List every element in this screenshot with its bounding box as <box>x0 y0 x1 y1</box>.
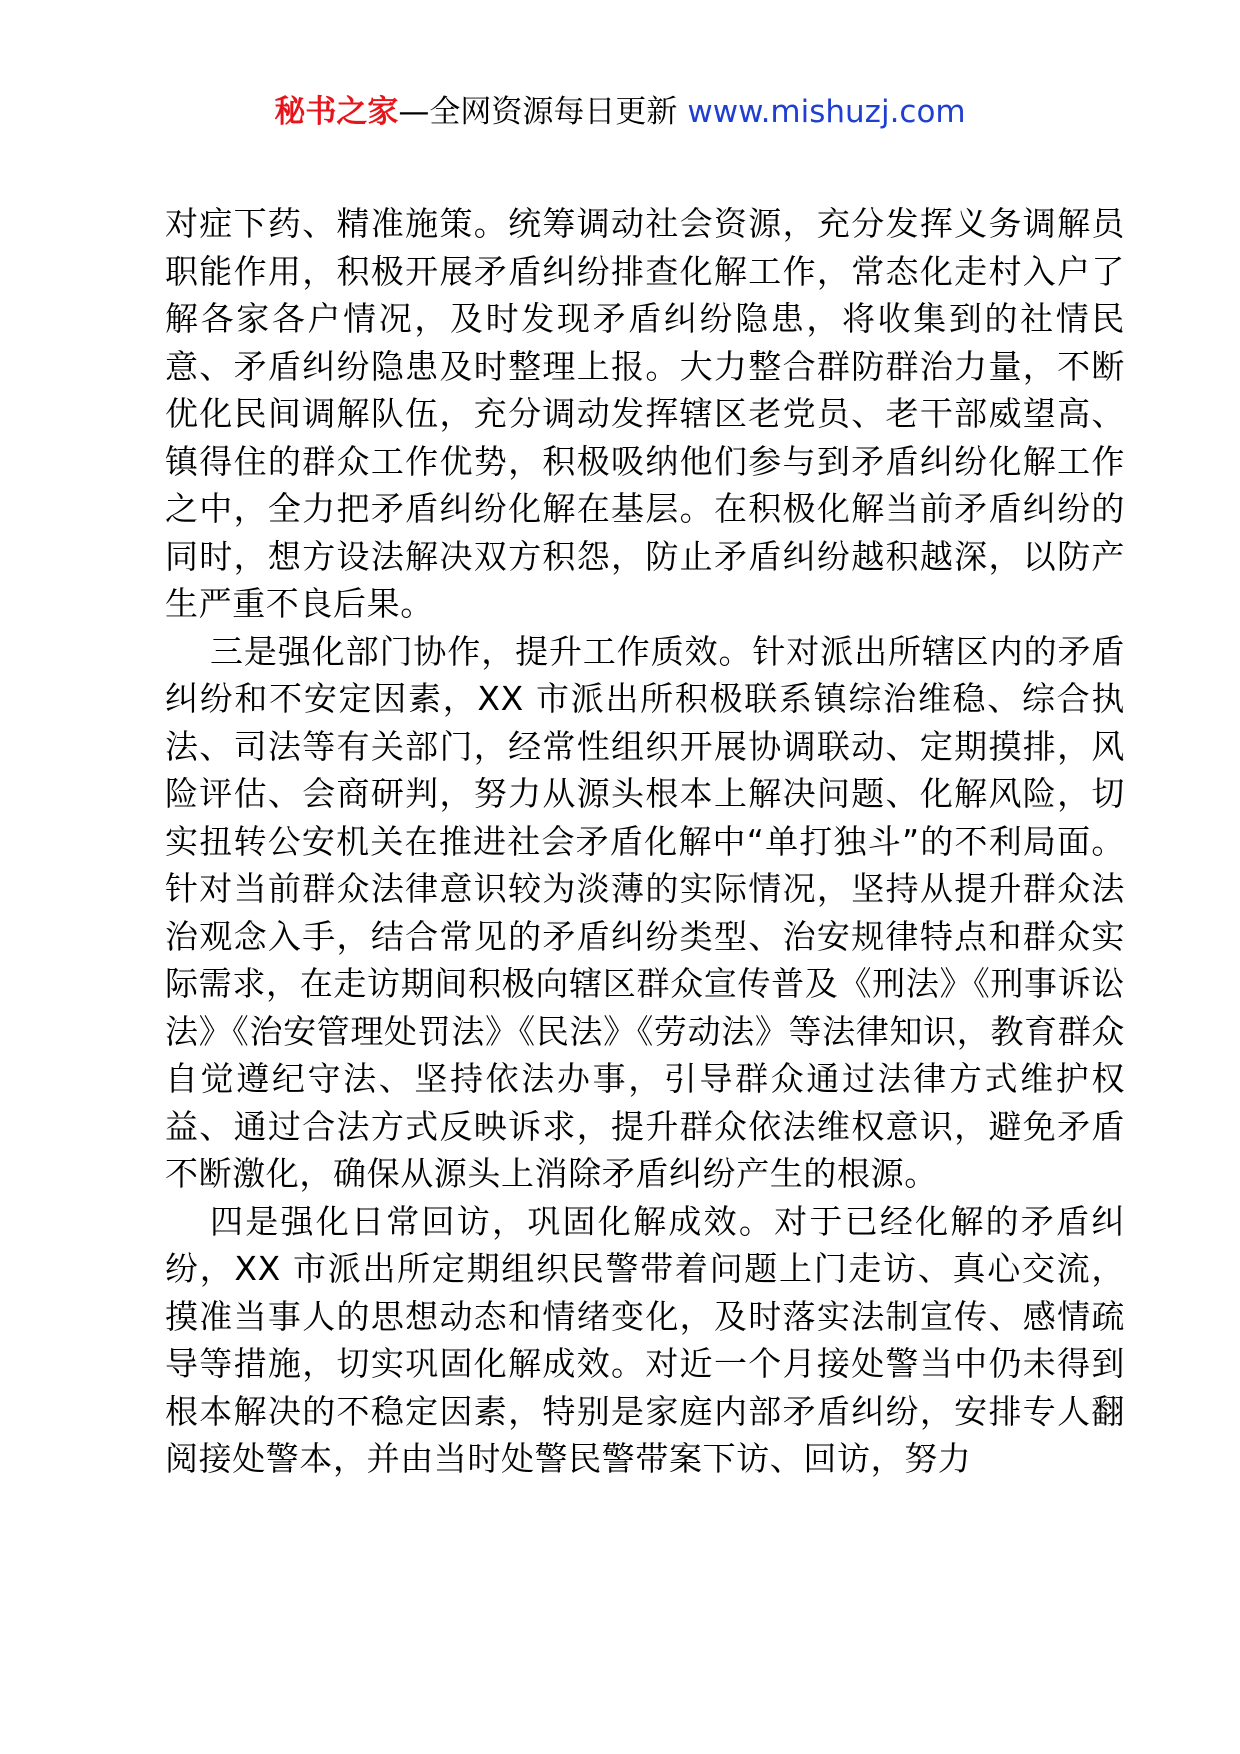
paragraph-point-four: 四是强化日常回访，巩固化解成效。对于已经化解的矛盾纠纷，XX 市派出所定期组织民警带着问题上门走访、真心交流，摸准当事人的思想动态和情绪变化，及时落实法制宣传、感情疏导等措施，切实巩固化解成效。对近一个月接处警当中仍未得到根本解决的不稳定因素，特别是家庭内部矛盾纠纷，安排专人翻阅接处警本，并由当时处警民警带案下访、回访，努力 <box>165 1201 1125 1478</box>
site-url-link[interactable]: www.mishuzj.com <box>687 94 966 130</box>
site-brand: 秘书之家 <box>274 94 399 130</box>
paragraph-continuation: 对症下药、精准施策。统筹调动社会资源，充分发挥义务调解员职能作用，积极开展矛盾纠纷排查化解工作，常态化走村入户了解各家各户情况，及时发现矛盾纠纷隐患，将收集到的社情民意、矛盾纠纷隐患及时整理上报。大力整合群防群治力量，不断优化民间调解队伍，充分调动发挥辖区老党员、老干部威望高、镇得住的群众工作优势，积极吸纳他们参与到矛盾纠纷化解工作之中，全力把矛盾纠纷化解在基层。在积极化解当前矛盾纠纷的同时，想方设法解决双方积怨，防止矛盾纠纷越积越深，以防产生严重不良后果。 <box>165 204 1125 623</box>
document-body <box>165 200 1125 1483</box>
paragraph-point-three: 三是强化部门协作，提升工作质效。针对派出所辖区内的矛盾纠纷和不安定因素，XX 市派出所积极联系镇综治维稳、综合执法、司法等有关部门，经常性组织开展协调联动、定期摸排，风险评估、会商研判，努力从源头根本上解决问题、化解风险，切实扭转公安机关在推进社会矛盾化解中“单打独斗”的不利局面。针对当前群众法律意识较为淡薄的实际情况，坚持从提升群众法治观念入手，结合常见的矛盾纠纷类型、治安规律特点和群众实际需求，在走访期间积极向辖区群众宣传普及《刑法》《刑事诉讼法》《治安管理处罚法》《民法》《劳动法》等法律知识，教育群众自觉遵纪守法、坚持依法办事，引导群众通过法律方式维护权益、通过合法方式反映诉求，提升群众依法维权意识，避免矛盾不断激化，确保从源头上消除矛盾纠纷产生的根源。 <box>165 631 1125 1193</box>
site-slogan: —全网资源每日更新 <box>398 94 678 130</box>
site-header <box>0 92 1240 132</box>
